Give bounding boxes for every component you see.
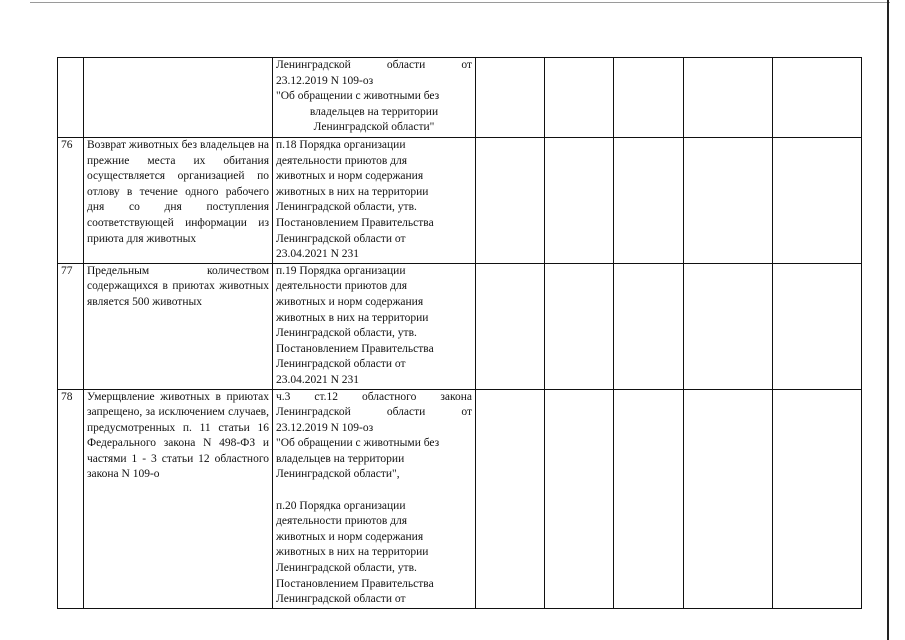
legal-basis-line: животных и норм содержания <box>276 530 424 543</box>
legal-basis-line: Ленинградской области, утв. <box>276 327 417 340</box>
empty-cell <box>773 58 862 138</box>
empty-cell <box>684 389 773 608</box>
legal-basis-line: Ленинградской области, утв. <box>276 201 417 214</box>
table-row <box>58 389 862 608</box>
legal-basis-line: 23.12.2019 N 109-оз <box>276 74 374 87</box>
legal-basis-line: Ленинградской области, утв. <box>276 562 417 575</box>
legal-basis-line: Ленинградской области от <box>276 358 406 371</box>
requirement-description-cell <box>84 58 273 138</box>
legal-basis-line: Ленинградской области" <box>313 121 435 134</box>
legal-basis-line: Ленинградской области от <box>276 406 472 419</box>
requirement-description-cell: Умерщвление животных в приютах запрещено, за исключением случаев, предусмотренных п. 11 статьи 16 Федерального закона N 498-ФЗ и частями 1 - 3 статьи 12 областного закона N 109-о <box>84 389 273 608</box>
legal-basis-cell <box>273 263 476 389</box>
empty-cell <box>684 138 773 264</box>
page-right-edge <box>887 0 889 640</box>
empty-cell <box>476 138 545 264</box>
requirements-table <box>57 57 862 609</box>
empty-cell <box>773 263 862 389</box>
legal-basis-line: Ленинградской области от <box>276 59 472 71</box>
legal-basis-line: животных и норм содержания <box>276 295 424 308</box>
empty-cell <box>545 389 614 608</box>
legal-basis-cell <box>273 138 476 264</box>
legal-basis-line: деятельности приютов для <box>276 154 408 167</box>
legal-basis-line: животных в них на территории <box>276 546 429 559</box>
empty-cell <box>476 263 545 389</box>
legal-basis-line: п.20 Порядка организации <box>276 499 406 512</box>
empty-cell <box>614 58 684 138</box>
legal-basis-line: владельцев на территории <box>309 105 439 118</box>
legal-basis-line: животных и норм содержания <box>276 170 424 183</box>
empty-cell <box>614 263 684 389</box>
legal-basis-line: Ленинградской области от <box>276 593 406 606</box>
row-number-cell: 78 <box>58 389 84 608</box>
legal-basis-line: Постановлением Правительства <box>276 577 434 590</box>
empty-cell <box>773 389 862 608</box>
empty-cell <box>614 138 684 264</box>
empty-cell <box>773 138 862 264</box>
legal-basis-spacer <box>276 483 472 499</box>
legal-basis-line: Постановлением Правительства <box>276 342 434 355</box>
row-number-cell: 76 <box>58 138 84 264</box>
legal-basis-line: "Об обращении с животными без <box>276 90 440 103</box>
legal-basis-line: животных в них на территории <box>276 185 429 198</box>
legal-basis-cell <box>273 58 476 138</box>
empty-cell <box>476 389 545 608</box>
legal-basis-line: п.18 Порядка организации <box>276 139 406 151</box>
empty-cell <box>684 263 773 389</box>
legal-basis-line: Ленинградской области от <box>276 232 406 245</box>
empty-cell <box>545 263 614 389</box>
empty-cell <box>545 58 614 138</box>
row-number-cell: 77 <box>58 263 84 389</box>
empty-cell <box>684 58 773 138</box>
legal-basis-line: деятельности приютов для <box>276 280 408 293</box>
row-number-cell <box>58 58 84 138</box>
empty-cell <box>614 389 684 608</box>
legal-basis-line: 23.12.2019 N 109-оз <box>276 421 374 434</box>
legal-basis-line: Ленинградской области", <box>276 468 400 481</box>
requirement-description-cell: Предельным количеством содержащихся в приютах животных является 500 животных <box>84 263 273 389</box>
legal-basis-cell <box>273 389 476 608</box>
legal-basis-line: "Об обращении с животными без <box>276 437 440 450</box>
table-row <box>58 263 862 389</box>
empty-cell <box>476 58 545 138</box>
requirement-description-cell: Возврат животных без владельцев на прежние места их обитания осуществляется организацией по отлову в течение одного рабочего дня со дня поступления соответствующей информации из приюта для животных <box>84 138 273 264</box>
legal-basis-line: 23.04.2021 N 231 <box>276 248 360 261</box>
legal-basis-line: животных в них на территории <box>276 311 429 324</box>
legal-basis-line: ч.3 ст.12 областного закона <box>276 390 472 403</box>
legal-basis-line: Постановлением Правительства <box>276 216 434 229</box>
empty-cell <box>545 138 614 264</box>
table-body <box>58 58 862 609</box>
legal-basis-line: деятельности приютов для <box>276 515 408 528</box>
table-row <box>58 138 862 264</box>
legal-basis-line: владельцев на территории <box>276 452 405 465</box>
page-top-edge <box>30 2 890 3</box>
legal-basis-line: п.19 Порядка организации <box>276 264 406 277</box>
table-row <box>58 58 862 138</box>
legal-basis-line: 23.04.2021 N 231 <box>276 373 360 386</box>
